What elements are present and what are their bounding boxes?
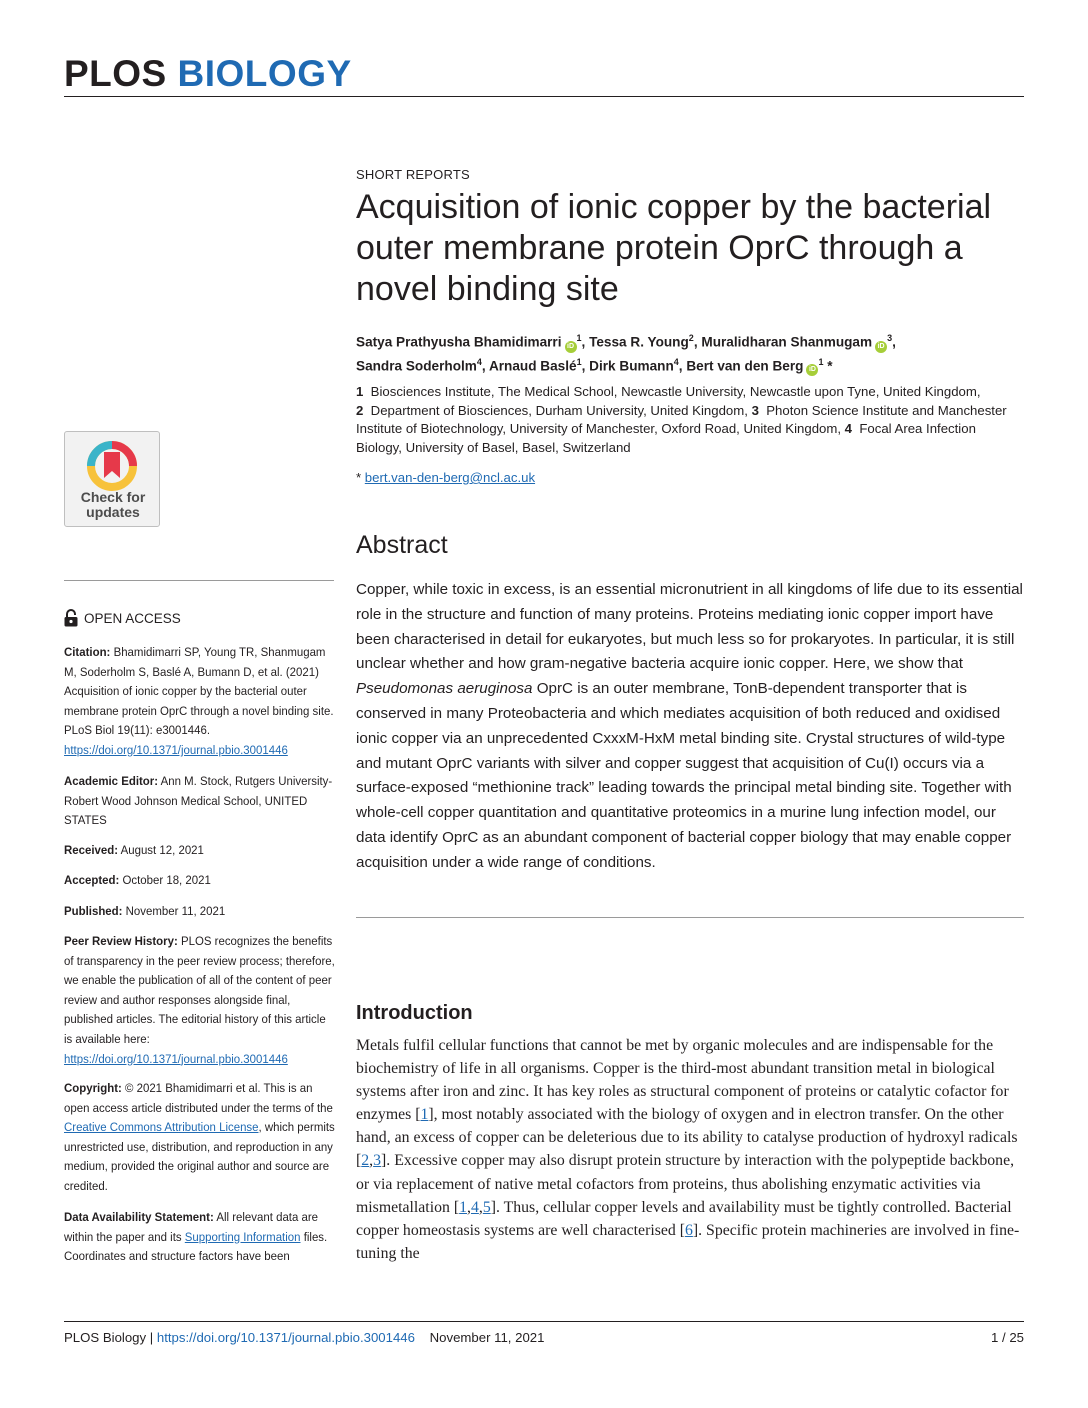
author-name: Arnaud Baslé bbox=[488, 358, 577, 374]
author-name: Muralidharan Shanmugam bbox=[701, 334, 873, 350]
affiliation-number: 4 bbox=[844, 421, 853, 437]
orcid-icon[interactable]: iD bbox=[565, 341, 577, 353]
sidebar-divider bbox=[64, 580, 334, 581]
peer-review-block: Peer Review History: PLOS recognizes the benefits of transparency in the peer review process; therefore, we enable the publication of all of the content of peer review and author responses alongside final, published articles. The editorial history of this article is available here: https://doi.org/10.1371/journal.pbio.3001446 bbox=[64, 934, 335, 1066]
published-date: Published: November 11, 2021 bbox=[64, 904, 226, 918]
received-date: Received: August 12, 2021 bbox=[64, 843, 204, 857]
affiliation-marker: 1 bbox=[576, 356, 582, 367]
abstract-heading: Abstract bbox=[356, 531, 448, 559]
article-title: Acquisition of ionic copper by the bacterial outer membrane protein OprC through a novel binding site bbox=[356, 188, 992, 308]
badge-label: Check for updates bbox=[80, 489, 146, 520]
intro-text-segment: , bbox=[478, 1198, 483, 1216]
affiliation-text: Department of Biosciences, Durham University, United Kingdom, bbox=[363, 402, 752, 418]
page-number: 1 / 25 bbox=[991, 1330, 1024, 1345]
corresponding-email: * bert.van-den-berg@ncl.ac.uk bbox=[356, 470, 536, 485]
affiliation-marker: 4 bbox=[673, 356, 679, 367]
license-link[interactable]: Creative Commons Attribution License bbox=[64, 1120, 259, 1135]
email-link[interactable]: bert.van-den-berg@ncl.ac.uk bbox=[364, 470, 536, 485]
reference-link[interactable]: 4 bbox=[470, 1198, 479, 1216]
affiliation-marker: 1 bbox=[818, 356, 824, 367]
check-for-updates-badge[interactable] bbox=[64, 431, 160, 527]
reference-link[interactable]: 1 bbox=[459, 1198, 468, 1216]
abstract-text: Copper, while toxic in excess, is an essential micronutrient in all kingdoms of life due to its essential role in the structure and function of many proteins. Proteins mediating ionic copper import have been characterised in detail for eukaryotes, but much less so for prokaryotes. In particular, it is still unclear whether and how gram-negative bacteria acquire ionic copper. Here, we show that Pseudomonas aeruginosa OprC is an outer membrane, TonB-dependent transporter that is conserved in many Proteobacteria and which mediates acquisition of both reduced and oxidised ionic copper via an unprecedented CxxxM-HxM metal binding site. Crystal structures of wild-type and mutant OprC variants with silver and copper suggest that acquisition of Cu(I) occurs via a surface-exposed “methionine track” leading towards the principal metal binding site. Together with whole-cell copper quantitation and quantitative proteomics in a murine lung infection model, our data identify OprC as an abundant component of bacterial copper biology that may enable copper acquisition under a wide range of conditions. bbox=[356, 581, 1023, 871]
open-access-label: OPEN ACCESS bbox=[64, 609, 181, 627]
intro-text-segment: ]. Thus, cellular copper levels and availability must be tightly controlled. Bacterial copper homeostasis systems are well characterised [ bbox=[356, 1198, 1012, 1239]
peer-review-link[interactable]: https://doi.org/10.1371/journal.pbio.3001446 bbox=[64, 1051, 288, 1066]
author-name: Sandra Soderholm bbox=[356, 358, 477, 374]
article-type: SHORT REPORTS bbox=[356, 167, 470, 182]
accepted-date: Accepted: October 18, 2021 bbox=[64, 873, 211, 887]
page-footer: PLOS Biology | https://doi.org/10.1371/journal.pbio.3001446 November 11, 2021 1 / 25 bbox=[64, 1330, 1024, 1345]
intro-text-segment: ]. Specific protein machineries are involved in fine-tuning the bbox=[356, 1221, 1020, 1262]
citation-block: Citation: Bhamidimarri SP, Young TR, Shanmugam M, Soderholm S, Baslé A, Bumann D, et al. (2021) Acquisition of ionic copper by the bacterial outer membrane protein OprC through a novel binding site. PLoS Biol 19(11): e3001446. https://doi.org/10.1371/journal.pbio.3001446 bbox=[64, 645, 334, 757]
journal-logo: PLOS BIOLOGY bbox=[64, 53, 352, 94]
affiliation-number: 2 bbox=[356, 402, 364, 418]
footer-doi-link[interactable]: https://doi.org/10.1371/journal.pbio.3001446 bbox=[156, 1330, 415, 1345]
reference-link[interactable]: 3 bbox=[373, 1152, 382, 1170]
header-divider bbox=[64, 96, 1024, 97]
affiliation-marker: 4 bbox=[476, 356, 482, 367]
affiliations bbox=[356, 383, 1024, 457]
affiliation-number: 1 bbox=[356, 384, 364, 399]
author-list: Satya Prathyusha Bhamidimarri $iD^1$, Tessa R. Young$^2$, Muralidharan Shanmugam $iD^3$, Sandra Soderholm$^4$, Arnaud Baslé$^1$, Dirk Bumann$^4$, Bert van den Berg $iD^1$ * bbox=[356, 329, 1024, 376]
abstract-divider bbox=[356, 917, 1024, 918]
citation-doi-link[interactable]: https://doi.org/10.1371/journal.pbio.3001446 bbox=[64, 742, 288, 757]
footer-divider bbox=[64, 1321, 1024, 1322]
affiliation-marker: 2 bbox=[688, 333, 694, 343]
intro-text-segment: , bbox=[369, 1152, 374, 1170]
orcid-icon[interactable]: iD bbox=[875, 341, 887, 353]
reference-link[interactable]: 2 bbox=[361, 1152, 370, 1170]
introduction-heading: Introduction bbox=[356, 1002, 473, 1024]
affiliation-number: 3 bbox=[751, 402, 759, 418]
affiliation-text: Biosciences Institute, The Medical School, Newcastle University, Newcastle upon Tyne, United Kingdom, bbox=[363, 384, 981, 399]
reference-link[interactable]: 6 bbox=[684, 1221, 693, 1239]
orcid-icon[interactable]: iD bbox=[806, 364, 818, 376]
unlock-icon bbox=[64, 609, 78, 627]
intro-text-segment: [ bbox=[415, 1106, 421, 1124]
intro-text-segment: ]. Excessive copper may also disrupt protein structure by interaction with the polypeptide backbone, or via replacement of native metal cofactors from proteins, thus abolishing enzymatic activities via mismetallation [ bbox=[356, 1152, 1015, 1216]
reference-link[interactable]: 5 bbox=[482, 1198, 491, 1216]
affiliation-marker: 1 bbox=[576, 333, 582, 343]
data-availability-block: Data Availability Statement: All relevant data are within the paper and its Supporting Information files. Coordinates and structure factors have been bbox=[64, 1210, 328, 1264]
affiliation-text: Photon Science Institute and Manchester Institute of Biotechnology, University of Manchester, Oxford Road, United Kingdom, bbox=[356, 402, 1007, 437]
introduction-text bbox=[356, 1034, 1024, 1265]
affiliation-text: Focal Area Infection Biology, University of Basel, Basel, Switzerland bbox=[356, 421, 976, 455]
supporting-information-link[interactable]: Supporting Information bbox=[184, 1229, 301, 1244]
academic-editor-block: Academic Editor: Ann M. Stock, Rutgers University-Robert Wood Johnson Medical School, UNITED STATES bbox=[64, 774, 333, 828]
author-name: Dirk Bumann bbox=[589, 358, 674, 374]
copyright-block: Copyright: © 2021 Bhamidimarri et al. This is an open access article distributed under the terms of the Creative Commons Attribution License, which permits unrestricted use, distribution, and reproduction in any medium, provided the original author and source are credited. bbox=[64, 1081, 335, 1193]
author-name: Bert van den Berg bbox=[686, 358, 804, 374]
author-name: Satya Prathyusha Bhamidimarri bbox=[356, 334, 562, 350]
intro-text-segment: ], most notably associated with the biology of oxygen and in electron transfer. On the other hand, an excess of copper can be deleterious due to its ability to catalyse production of hydroxyl radicals [ bbox=[356, 1106, 1018, 1170]
intro-text-segment: , bbox=[467, 1198, 471, 1216]
reference-link[interactable]: 1 bbox=[420, 1106, 429, 1124]
intro-text-segment: Metals fulfil cellular functions that cannot be met by organic molecules and are indispensable for the biochemistry of life in all organisms. Copper is the third-most abundant transition metal in biological systems after iron and zinc. It has key roles as structural component of proteins or catalytic cofactor for enzymes bbox=[356, 1037, 1009, 1124]
author-name: Tessa R. Young bbox=[589, 334, 689, 350]
affiliation-marker: 3 bbox=[887, 333, 893, 343]
crossmark-icon bbox=[86, 440, 138, 492]
